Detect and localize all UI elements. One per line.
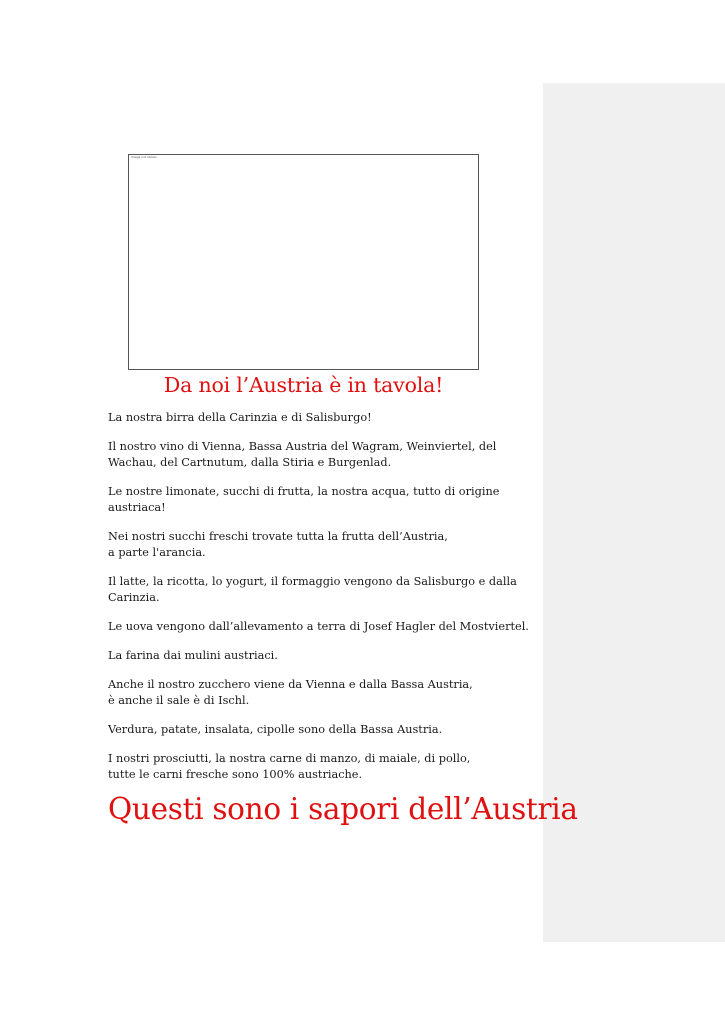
paragraph-eggs <box>108 619 538 635</box>
paragraph-dairy <box>108 574 538 606</box>
image-placeholder <box>128 154 479 370</box>
paragraph-beer <box>108 410 538 426</box>
paragraph-line: a parte l'arancia. <box>108 546 206 559</box>
paragraph-drinks <box>108 484 538 516</box>
paragraph-vegetables <box>108 722 538 738</box>
paragraph-line: Wachau, del Cartnutum, dalla Stiria e Burgenlad. <box>108 456 392 469</box>
paragraph-line: Le nostre limonate, succhi di frutta, la nostra acqua, tutto di origine <box>108 485 500 498</box>
image-placeholder-label: Image not shown <box>131 155 157 159</box>
closing-slogan: Questi sono i sapori dell’Austria <box>108 792 578 826</box>
paragraph-line: Le uova vengono dall’allevamento a terra di Josef Hagler del Mostviertel. <box>108 620 529 633</box>
paragraph-line: I nostri prosciutti, la nostra carne di manzo, di maiale, di pollo, <box>108 752 471 765</box>
document-heading: Da noi l’Austria è in tavola! <box>163 373 444 397</box>
paragraph-line: Il latte, la ricotta, lo yogurt, il formaggio vengono da Salisburgo e dalla <box>108 575 517 588</box>
paragraph-line: Carinzia. <box>108 591 160 604</box>
paragraph-flour <box>108 648 538 664</box>
paragraph-meat <box>108 751 538 783</box>
paragraph-line: Verdura, patate, insalata, cipolle sono della Bassa Austria. <box>108 723 443 736</box>
paragraph-wine <box>108 439 538 471</box>
paragraph-line: tutte le carni fresche sono 100% austriache. <box>108 768 363 781</box>
paragraph-line: La nostra birra della Carinzia e di Salisburgo! <box>108 411 372 424</box>
paragraph-juices <box>108 529 538 561</box>
paragraph-sugar-salt <box>108 677 538 709</box>
document-body <box>108 410 538 796</box>
paragraph-line: austriaca! <box>108 501 166 514</box>
paragraph-line: Il nostro vino di Vienna, Bassa Austria del Wagram, Weinviertel, del <box>108 440 497 453</box>
paragraph-line: La farina dai mulini austriaci. <box>108 649 278 662</box>
paragraph-line: è anche il sale è di Ischl. <box>108 694 250 707</box>
paragraph-line: Nei nostri succhi freschi trovate tutta la frutta dell’Austria, <box>108 530 448 543</box>
paragraph-line: Anche il nostro zucchero viene da Vienna e dalla Bassa Austria, <box>108 678 473 691</box>
